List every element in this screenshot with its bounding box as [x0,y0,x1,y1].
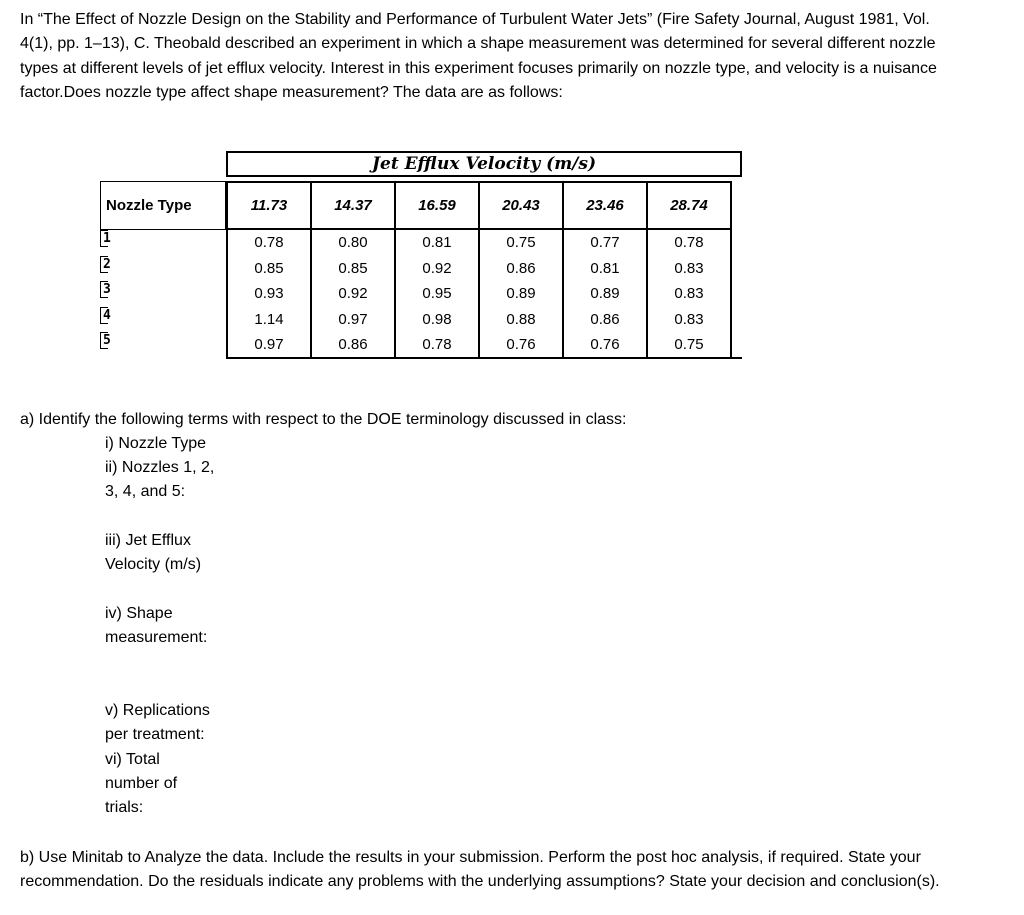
question-b [20,846,1010,895]
term-vi-line: vi) Total [105,751,160,768]
term-iv-line: iv) Shape [105,605,173,622]
intro-line: types at different levels of jet efflux velocity. Interest in this experiment focuses primarily on nozzle type, and velocity is a nuisance [20,59,937,77]
table-cell: 0.85 [226,256,312,282]
table-cell: 0.89 [480,281,564,307]
term-iii-line: iii) Jet Efflux [105,532,191,549]
velocity-header-row [226,181,732,230]
table-cell: 0.77 [564,230,648,256]
velocity-group-header: Jet Efflux Velocity (m/s) [226,151,742,177]
term-iii-line: Velocity (m/s) [105,556,202,573]
question-b-line: b) Use Minitab to Analyze the data. Include the results in your submission. Perform the post hoc analysis, if required. State your [20,849,921,866]
intro-line: In “The Effect of Nozzle Design on the Stability and Performance of Turbulent Water Jets” (Fire Safety Journal, August 1981, Vol. [20,11,930,28]
question-a-prompt: a) Identify the following terms with respect to the DOE terminology discussed in class: [20,411,627,428]
nozzle-index: 5 [103,333,111,348]
table-cell: 0.97 [226,332,312,358]
table-cell: 0.81 [396,230,480,256]
nozzle-index-cell [100,281,111,298]
table-row [226,332,732,358]
table-cell: 0.97 [312,307,396,333]
table-cell: 0.83 [648,281,732,307]
table-row [226,230,732,256]
table-cell: 0.86 [564,307,648,333]
table-body [226,230,732,358]
table-cell: 0.83 [648,256,732,282]
velocity-header-cell: 20.43 [478,181,564,230]
term-i [105,432,235,456]
table-cell: 0.88 [480,307,564,333]
intro-line: 4(1), pp. 1–13), C. Theobald described an experiment in which a shape measurement was determined for several different nozzle [20,35,936,53]
nozzle-type-header: Nozzle Type [100,181,226,230]
nozzle-index-cell [100,332,111,349]
nozzle-index-cell [100,307,111,324]
table-row [226,256,732,282]
table-cell: 0.75 [648,332,732,358]
table-cell: 0.85 [312,256,396,282]
term-iv-line: measurement: [105,629,208,646]
table-cell: 0.92 [312,281,396,307]
table-cell: 0.81 [564,256,648,282]
question-b-line: recommendation. Do the residuals indicate any problems with the underlying assumptions? State your decision and conclusion(s). [20,873,940,891]
table-cell: 0.78 [648,230,732,256]
nozzle-index: 4 [103,308,111,323]
velocity-header-cell: 28.74 [646,181,732,230]
term-v-line: v) Replications [105,702,210,719]
table-cell: 0.76 [564,332,648,358]
velocity-header-cell: 14.37 [310,181,396,230]
table-cell: 0.78 [226,230,312,256]
term-vi-line: trials: [105,799,144,816]
term-i-label: i) Nozzle Type [105,435,207,452]
term-iv [105,602,235,650]
nozzle-index: 2 [103,257,111,272]
table-cell: 1.14 [226,307,312,333]
intro-line: factor.Does nozzle type affect shape measurement? The data are as follows: [20,84,563,102]
table-cell: 0.93 [226,281,312,307]
velocity-header-cell: 23.46 [562,181,648,230]
term-v [105,699,235,747]
nozzle-index: 1 [103,231,111,246]
table-row [226,307,732,333]
table-cell: 0.98 [396,307,480,333]
term-ii [105,456,235,504]
table-cell: 0.86 [312,332,396,358]
table-cell: 0.76 [480,332,564,358]
nozzle-index-cell [100,256,111,273]
table-cell: 0.83 [648,307,732,333]
term-ii-line: 3, 4, and 5: [105,483,186,500]
velocity-header-cell: 11.73 [226,181,312,230]
problem-intro [20,8,1010,106]
table-row [226,281,732,307]
term-vi-line: number of [105,775,178,792]
term-ii-line: ii) Nozzles 1, 2, [105,459,215,476]
table-cell: 0.92 [396,256,480,282]
table-cell: 0.75 [480,230,564,256]
term-vi [105,748,235,820]
table-cell: 0.95 [396,281,480,307]
table-cell: 0.80 [312,230,396,256]
nozzle-index: 3 [103,282,111,297]
term-v-line: per treatment: [105,726,205,743]
term-iii [105,529,235,577]
velocity-header-cell: 16.59 [394,181,480,230]
table-cell: 0.89 [564,281,648,307]
table-cell: 0.86 [480,256,564,282]
nozzle-index-cell [100,230,111,247]
table-cell: 0.78 [396,332,480,358]
